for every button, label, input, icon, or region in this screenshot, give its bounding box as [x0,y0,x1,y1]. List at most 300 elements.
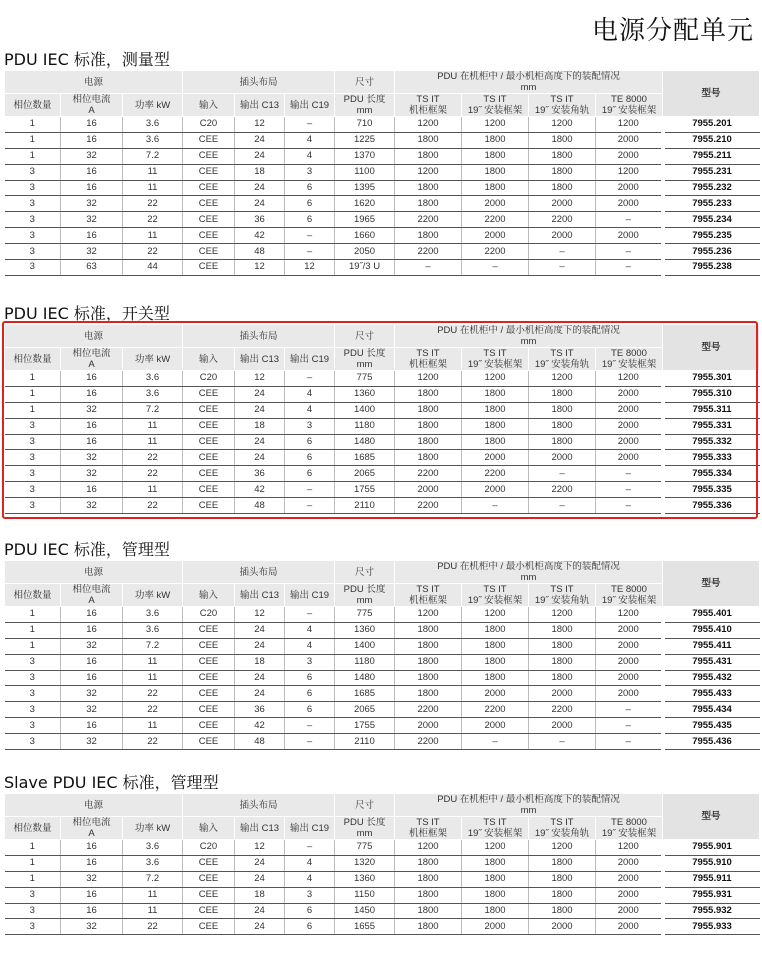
table-cell: 3.6 [123,371,183,387]
table-cell: 3 [285,164,335,180]
header-ts-it-rack [462,348,529,371]
table-row [5,903,760,919]
table-cell: CEE [183,702,235,718]
table-cell: 32 [61,148,123,164]
table-cell: 18 [235,887,285,903]
table-cell: 3 [5,196,61,212]
header-output-c19: 输出 C19 [285,94,335,117]
table-cell: 1150 [335,887,395,903]
header-te8000 [596,817,663,840]
table-cell: 16 [61,386,123,402]
table-cell: 2000 [462,919,529,935]
header-line: PDU 长度 [343,94,386,105]
table-cell: 44 [123,260,183,276]
table-cell: 1800 [529,871,596,887]
header-line: TS IT [416,584,440,595]
table-cell: 1480 [335,670,395,686]
model-number-cell: 7955.434 [663,702,760,718]
header-group-fit [395,794,663,817]
table-row [5,164,760,180]
header-line: TS IT [416,817,440,828]
table-cell: 6 [285,196,335,212]
header-line: 19˝ 安装框架 [601,105,657,116]
header-ts-it-rack [462,817,529,840]
table-cell: 4 [285,622,335,638]
table-cell: 3.6 [123,117,183,133]
table-cell: 2000 [596,855,663,871]
header-line: 机柜框架 [409,105,448,116]
table-cell: 1800 [395,132,462,148]
header-ts-it-rack [462,94,529,117]
table-cell: 3 [5,434,61,450]
table-cell: 2200 [529,212,596,228]
header-line: PDU 长度 [343,817,386,828]
model-number-cell: 7955.311 [663,402,760,418]
header-group-fit [395,561,663,584]
header-line: PDU 在机柜中 / 最小机柜高度下的装配情况 [437,71,620,82]
table-row [5,482,760,498]
table-cell: 24 [235,434,285,450]
header-line: TS IT [416,348,440,359]
table-cell: 1360 [335,386,395,402]
table-cell: 48 [235,734,285,750]
table-cell: CEE [183,622,235,638]
header-power: 功率 kW [123,348,183,371]
table-cell: CEE [183,164,235,180]
table-cell: CEE [183,434,235,450]
table-cell: 1800 [529,654,596,670]
header-output-c13: 输出 C13 [235,584,285,607]
table-cell: – [285,840,335,856]
table-cell: CEE [183,260,235,276]
table-cell: 42 [235,228,285,244]
header-input: 输入 [183,94,235,117]
table-cell: 3.6 [123,132,183,148]
table-cell: 32 [61,402,123,418]
table-cell: 1200 [462,117,529,133]
header-output-c19: 输出 C19 [285,584,335,607]
table-cell: 2000 [596,670,663,686]
header-group-size: 尺寸 [335,794,395,817]
table-cell: 6 [285,434,335,450]
header-line: A [88,595,95,606]
table-row [5,622,760,638]
table-cell: 2110 [335,734,395,750]
table-cell: 1400 [335,402,395,418]
table-cell: CEE [183,212,235,228]
table-row [5,434,760,450]
table-row [5,117,760,133]
table-cell: 32 [61,702,123,718]
table-cell: 42 [235,482,285,498]
model-number-cell: 7955.236 [663,244,760,260]
table-cell: 1800 [529,887,596,903]
table-cell: 1100 [335,164,395,180]
section-4 [4,773,759,935]
table-row [5,654,760,670]
table-cell: 1800 [529,638,596,654]
table-cell: 1400 [335,638,395,654]
table-cell: 1800 [462,903,529,919]
header-line: 机柜框架 [409,359,448,370]
table-cell: 3 [285,654,335,670]
table-cell: 3 [5,734,61,750]
table-cell: 1395 [335,180,395,196]
table-cell: 1180 [335,654,395,670]
table-cell: 1800 [395,670,462,686]
table-cell: 1800 [395,434,462,450]
header-line: TS IT [483,94,507,105]
table-cell: 1800 [462,386,529,402]
header-line: A [88,105,95,116]
header-output-c13: 输出 C13 [235,94,285,117]
table-cell: 2000 [596,903,663,919]
table-cell: 2000 [596,418,663,434]
table-row [5,871,760,887]
table-cell: 1200 [529,607,596,623]
table-cell: 1360 [335,871,395,887]
table-cell: 6 [285,686,335,702]
header-output-c19: 输出 C19 [285,348,335,371]
table-cell: CEE [183,887,235,903]
table-cell: 2000 [596,450,663,466]
table-cell: – [285,117,335,133]
table-cell: 2000 [462,686,529,702]
table-cell: 2000 [596,871,663,887]
table-cell: – [462,260,529,276]
table-cell: 1200 [462,607,529,623]
table-cell: 1965 [335,212,395,228]
table-cell: 22 [123,244,183,260]
table-row [5,418,760,434]
table-row [5,638,760,654]
table-cell: 6 [285,212,335,228]
table-cell: 11 [123,228,183,244]
table-cell: 3 [5,718,61,734]
table-row [5,670,760,686]
table-cell: CEE [183,498,235,514]
table-cell: 2000 [596,132,663,148]
table-cell: 16 [61,228,123,244]
header-line: PDU 长度 [343,348,386,359]
table-cell: C20 [183,371,235,387]
table-cell: 1800 [462,670,529,686]
table-row [5,466,760,482]
table-cell: 1800 [395,855,462,871]
table-cell: 11 [123,654,183,670]
header-input: 输入 [183,348,235,371]
model-number-cell: 7955.235 [663,228,760,244]
header-line: mm [520,805,537,816]
header-pdu-length [335,817,395,840]
table-cell: 1755 [335,718,395,734]
table-cell: 1800 [395,887,462,903]
header-ts-it-rack [462,584,529,607]
table-cell: 2200 [395,498,462,514]
table-cell: 1225 [335,132,395,148]
table-cell: CEE [183,466,235,482]
header-input: 输入 [183,817,235,840]
table-row [5,196,760,212]
table-cell: 2050 [335,244,395,260]
table-row [5,498,760,514]
header-group-size: 尺寸 [335,325,395,348]
table-cell: CEE [183,402,235,418]
header-ts-it-cabinet [395,94,462,117]
table-cell: 32 [61,919,123,935]
table-cell: 12 [285,260,335,276]
header-model: 型号 [663,71,760,117]
table-cell: 2000 [395,482,462,498]
table-cell: CEE [183,871,235,887]
table-cell: 3 [5,466,61,482]
table-cell: 2000 [462,228,529,244]
header-line: PDU 长度 [343,584,386,595]
table-cell: – [285,718,335,734]
table-cell: 3 [5,670,61,686]
table-cell: 1800 [395,196,462,212]
header-group-sockets: 插头布局 [183,71,335,94]
section-3 [4,540,759,750]
table-cell: 2200 [395,702,462,718]
table-cell: 1800 [462,132,529,148]
table-cell: 1800 [529,180,596,196]
table-cell: 36 [235,212,285,228]
table-cell: 1200 [462,371,529,387]
table-cell: 1800 [395,450,462,466]
table-cell: 1200 [596,607,663,623]
table-row [5,371,760,387]
table-cell: 1800 [462,164,529,180]
model-number-cell: 7955.431 [663,654,760,670]
header-pdu-length [335,584,395,607]
table-cell: 32 [61,734,123,750]
table-cell: 11 [123,434,183,450]
table-cell: 24 [235,903,285,919]
table-cell: CEE [183,718,235,734]
table-cell: 22 [123,212,183,228]
table-cell: 42 [235,718,285,734]
table-cell: – [596,466,663,482]
table-cell: 2000 [462,196,529,212]
header-line: mm [356,105,373,116]
table-cell: 1655 [335,919,395,935]
table-cell: 16 [61,840,123,856]
table-cell: 1200 [596,117,663,133]
model-number-cell: 7955.336 [663,498,760,514]
table-row [5,402,760,418]
table-cell: 12 [235,117,285,133]
table-cell: 12 [235,260,285,276]
table-cell: 1800 [529,622,596,638]
table-cell: 1200 [529,840,596,856]
table-cell: 3 [5,686,61,702]
table-cell: 16 [61,164,123,180]
model-number-cell: 7955.332 [663,434,760,450]
table-cell: 1800 [395,871,462,887]
header-group-sockets: 插头布局 [183,794,335,817]
table-cell: 1800 [462,855,529,871]
table-cell: 1800 [529,148,596,164]
table-cell: 4 [285,386,335,402]
table-cell: 3 [5,654,61,670]
table-cell: 4 [285,132,335,148]
table-cell: 36 [235,466,285,482]
table-cell: CEE [183,670,235,686]
table-cell: C20 [183,607,235,623]
header-line: TE 8000 [611,584,647,595]
header-line: TS IT [483,348,507,359]
table-cell: – [529,734,596,750]
table-cell: 1800 [395,180,462,196]
table-cell: 1200 [596,371,663,387]
header-line: TS IT [416,94,440,105]
model-number-cell: 7955.334 [663,466,760,482]
table-row [5,212,760,228]
header-line: mm [356,359,373,370]
header-ts-it-rail [529,348,596,371]
table-cell: 12 [235,371,285,387]
page-title: 电源分配单元 [591,16,754,46]
header-ts-it-rail [529,584,596,607]
table-cell: 11 [123,670,183,686]
header-line: mm [356,595,373,606]
table-cell: 1200 [596,164,663,180]
table-cell: 2000 [529,228,596,244]
table-cell: 4 [285,855,335,871]
table-cell: 24 [235,402,285,418]
table-row [5,450,760,466]
table-cell: 6 [285,670,335,686]
model-number-cell: 7955.932 [663,903,760,919]
table-cell: – [285,482,335,498]
table-cell: 1 [5,148,61,164]
table-cell: 775 [335,371,395,387]
table-cell: 2000 [529,686,596,702]
header-line: 19˝ 安装框架 [467,359,523,370]
table-cell: 2000 [596,386,663,402]
table-cell: 3 [285,887,335,903]
table-cell: 2000 [596,686,663,702]
model-number-cell: 7955.401 [663,607,760,623]
header-line: TS IT [550,584,574,595]
header-ts-it-cabinet [395,584,462,607]
table-cell: 2000 [596,919,663,935]
table-cell: 48 [235,244,285,260]
model-number-cell: 7955.231 [663,164,760,180]
table-cell: CEE [183,919,235,935]
table-cell: 22 [123,450,183,466]
table-cell: 1800 [395,386,462,402]
table-cell: 12 [235,607,285,623]
table-cell: 2200 [395,734,462,750]
table-cell: CEE [183,418,235,434]
table-cell: 32 [61,638,123,654]
table-row [5,132,760,148]
table-cell: 1800 [462,434,529,450]
table-cell: CEE [183,734,235,750]
table-cell: 22 [123,919,183,935]
table-cell: 16 [61,622,123,638]
table-cell: 32 [61,212,123,228]
header-line: 19˝ 安装框架 [601,359,657,370]
table-cell: 1800 [395,919,462,935]
header-group-size: 尺寸 [335,71,395,94]
header-line: PDU 在机柜中 / 最小机柜高度下的装配情况 [437,325,620,336]
table-cell: 11 [123,903,183,919]
table-cell: 775 [335,840,395,856]
table-cell: – [285,371,335,387]
table-row [5,919,760,935]
table-cell: 2000 [395,718,462,734]
table-cell: 1800 [395,148,462,164]
header-power: 功率 kW [123,584,183,607]
spec-table [4,324,760,514]
table-cell: 16 [61,117,123,133]
table-cell: 1800 [529,418,596,434]
model-number-cell: 7955.201 [663,117,760,133]
header-group-fit [395,325,663,348]
table-cell: 1 [5,840,61,856]
table-cell: 6 [285,903,335,919]
table-cell: 24 [235,450,285,466]
table-cell: 19˝/3 U [335,260,395,276]
table-cell: 32 [61,498,123,514]
table-cell: 24 [235,686,285,702]
header-line: mm [356,828,373,839]
table-cell: 16 [61,607,123,623]
header-group-size: 尺寸 [335,561,395,584]
table-cell: – [462,498,529,514]
table-row [5,855,760,871]
table-cell: 1800 [462,402,529,418]
model-number-cell: 7955.910 [663,855,760,871]
table-cell: – [529,466,596,482]
table-cell: – [285,498,335,514]
table-cell: 3 [285,418,335,434]
header-line: PDU 在机柜中 / 最小机柜高度下的装配情况 [437,794,620,805]
header-line: A [88,359,95,370]
table-cell: 1 [5,607,61,623]
table-cell: 24 [235,855,285,871]
table-row [5,228,760,244]
table-cell: 2065 [335,702,395,718]
table-cell: 3 [5,164,61,180]
table-cell: 1800 [462,180,529,196]
header-phases: 相位数量 [5,817,61,840]
header-ts-it-rail [529,817,596,840]
table-cell: 48 [235,498,285,514]
header-line: TE 8000 [611,94,647,105]
table-cell: 2200 [395,466,462,482]
header-line: 19˝ 安装角轨 [534,105,590,116]
header-current [61,94,123,117]
model-number-cell: 7955.435 [663,718,760,734]
table-cell: 22 [123,702,183,718]
table-cell: 1 [5,402,61,418]
table-cell: 2000 [596,148,663,164]
table-cell: CEE [183,450,235,466]
table-cell: 3 [5,180,61,196]
header-group-sockets: 插头布局 [183,561,335,584]
header-te8000 [596,348,663,371]
table-cell: 2000 [596,654,663,670]
table-cell: 1800 [462,148,529,164]
table-cell: CEE [183,132,235,148]
table-cell: 2000 [596,887,663,903]
table-cell: 16 [61,654,123,670]
table-cell: 16 [61,855,123,871]
